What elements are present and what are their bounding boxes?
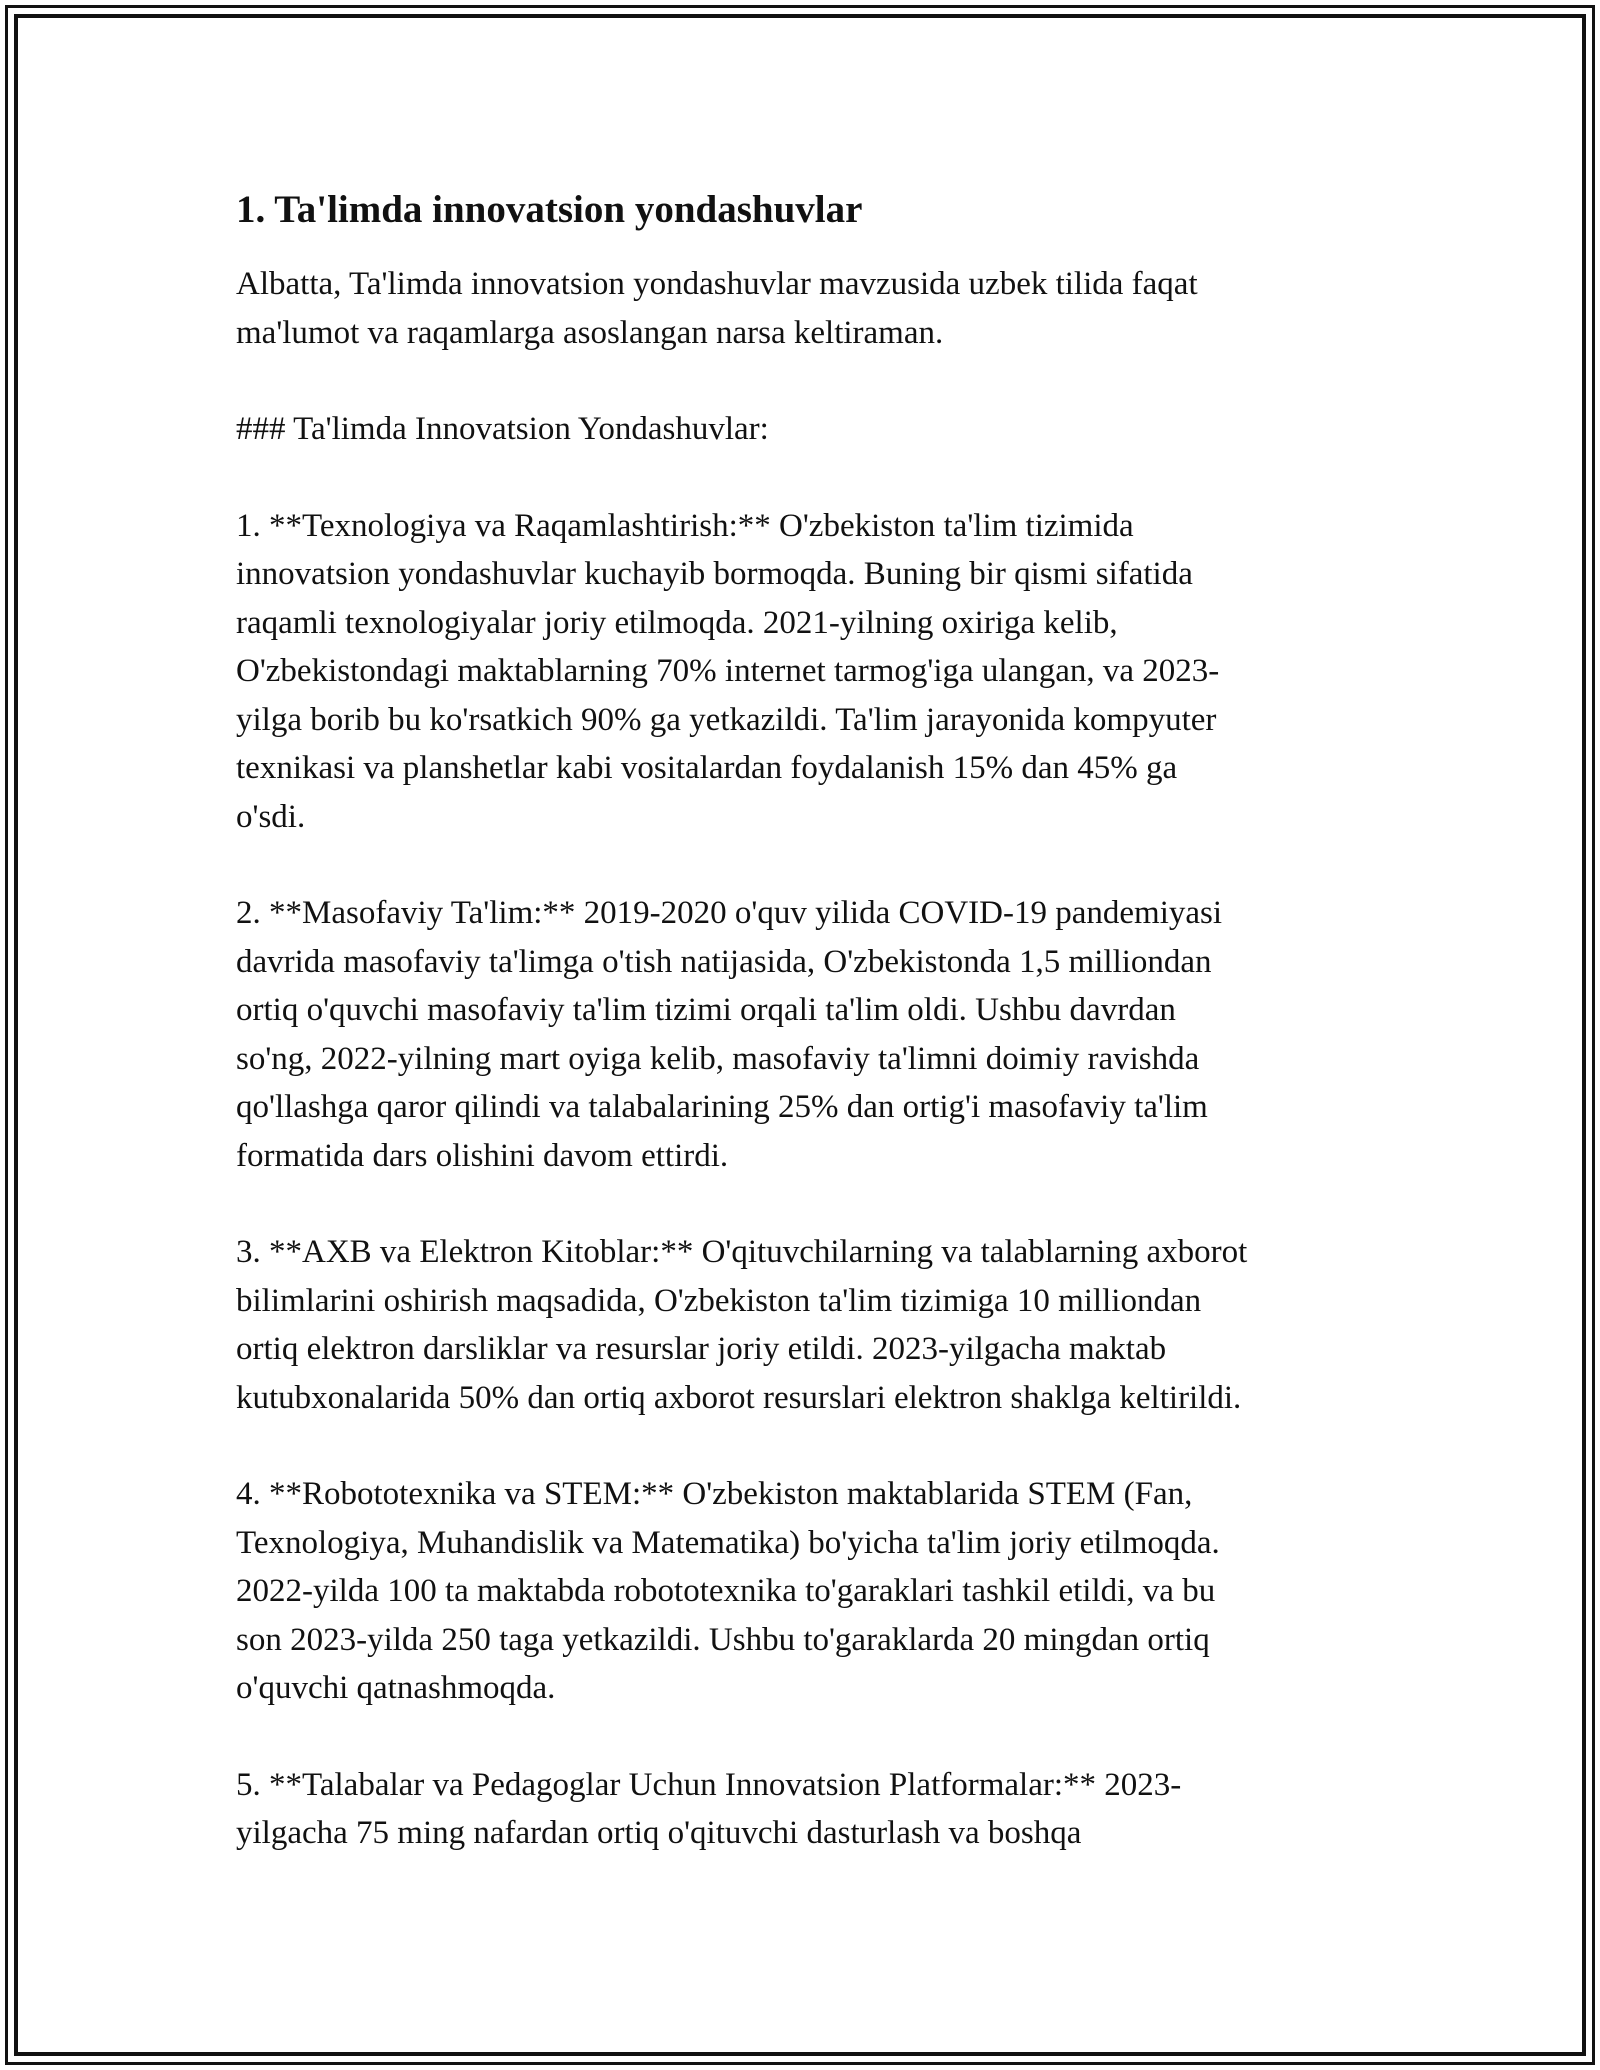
list-item-1: 1. **Texnologiya va Raqamlashtirish:** O'zbekiston ta'lim tizimida innovatsion yondashuvlar kuchayib bormoqda. Buning bir qismi sifatida raqamli texnologiyalar joriy etilmoqda. 2021-yilning oxiriga kelib, O'zbekistondagi maktablarning 70% internet tarmog'iga ulangan, va 2023- yilga borib bu ko'rsatkich 90% ga yetkazildi. Ta'lim jarayonida kompyuter texnikasi va planshetlar kabi vositalardan foydalanish 15% dan 45% ga o'sdi. <box>236 507 1220 835</box>
list-item-3: 3. **AXB va Elektron Kitoblar:** O'qituvchilarning va talablarning axborot bilimlarini oshirish maqsadida, O'zbekiston ta'lim tizimiga 10 milliondan ortiq elektron darsliklar va resurslar joriy etildi. 2023-yilgacha maktab kutubxonalarida 50% dan ortiq axborot resurslari elektron shaklga keltirildi. <box>236 1234 1248 1416</box>
subheading: ### Ta'limda Innovatsion Yondashuvlar: <box>236 411 769 447</box>
list-item-4: 4. **Robototexnika va STEM:** O'zbekiston maktablarida STEM (Fan, Texnologiya, Muhandislik va Matematika) bo'yicha ta'lim joriy etilmoqda. 2022-yilda 100 ta maktabda robototexnika to'garaklari tashkil etildi, va bu son 2023-yilda 250 taga yetkazildi. Ushbu to'garaklarda 20 mingdan ortiq o'quvchi qatnashmoqda. <box>236 1476 1220 1706</box>
list-item-5: 5. **Talabalar va Pedagoglar Uchun Innovatsion Platformalar:** 2023- yilgacha 75 ming nafardan ortiq o'qituvchi dasturlash va boshqa <box>236 1766 1182 1851</box>
document-title: 1. Ta'limda innovatsion yondashuvlar <box>236 188 863 231</box>
intro-paragraph: Albatta, Ta'limda innovatsion yondashuvlar mavzusida uzbek tilida faqat ma'lumot va raqamlarga asoslangan narsa keltiraman. <box>236 266 1198 351</box>
list-item-2: 2. **Masofaviy Ta'lim:** 2019-2020 o'quv yilida COVID-19 pandemiyasi davrida masofaviy ta'limga o'tish natijasida, O'zbekistonda 1,5 milliondan ortiq o'quvchi masofaviy ta'lim tizimi orqali ta'lim oldi. Ushbu davrdan so'ng, 2022-yilning mart oyiga kelib, masofaviy ta'limni doimiy ravishda qo'llashga qaror qilindi va talabalarining 25% dan ortig'i masofaviy ta'lim formatida dars olishini davom ettirdi. <box>236 895 1223 1174</box>
document-body <box>236 186 1376 1858</box>
